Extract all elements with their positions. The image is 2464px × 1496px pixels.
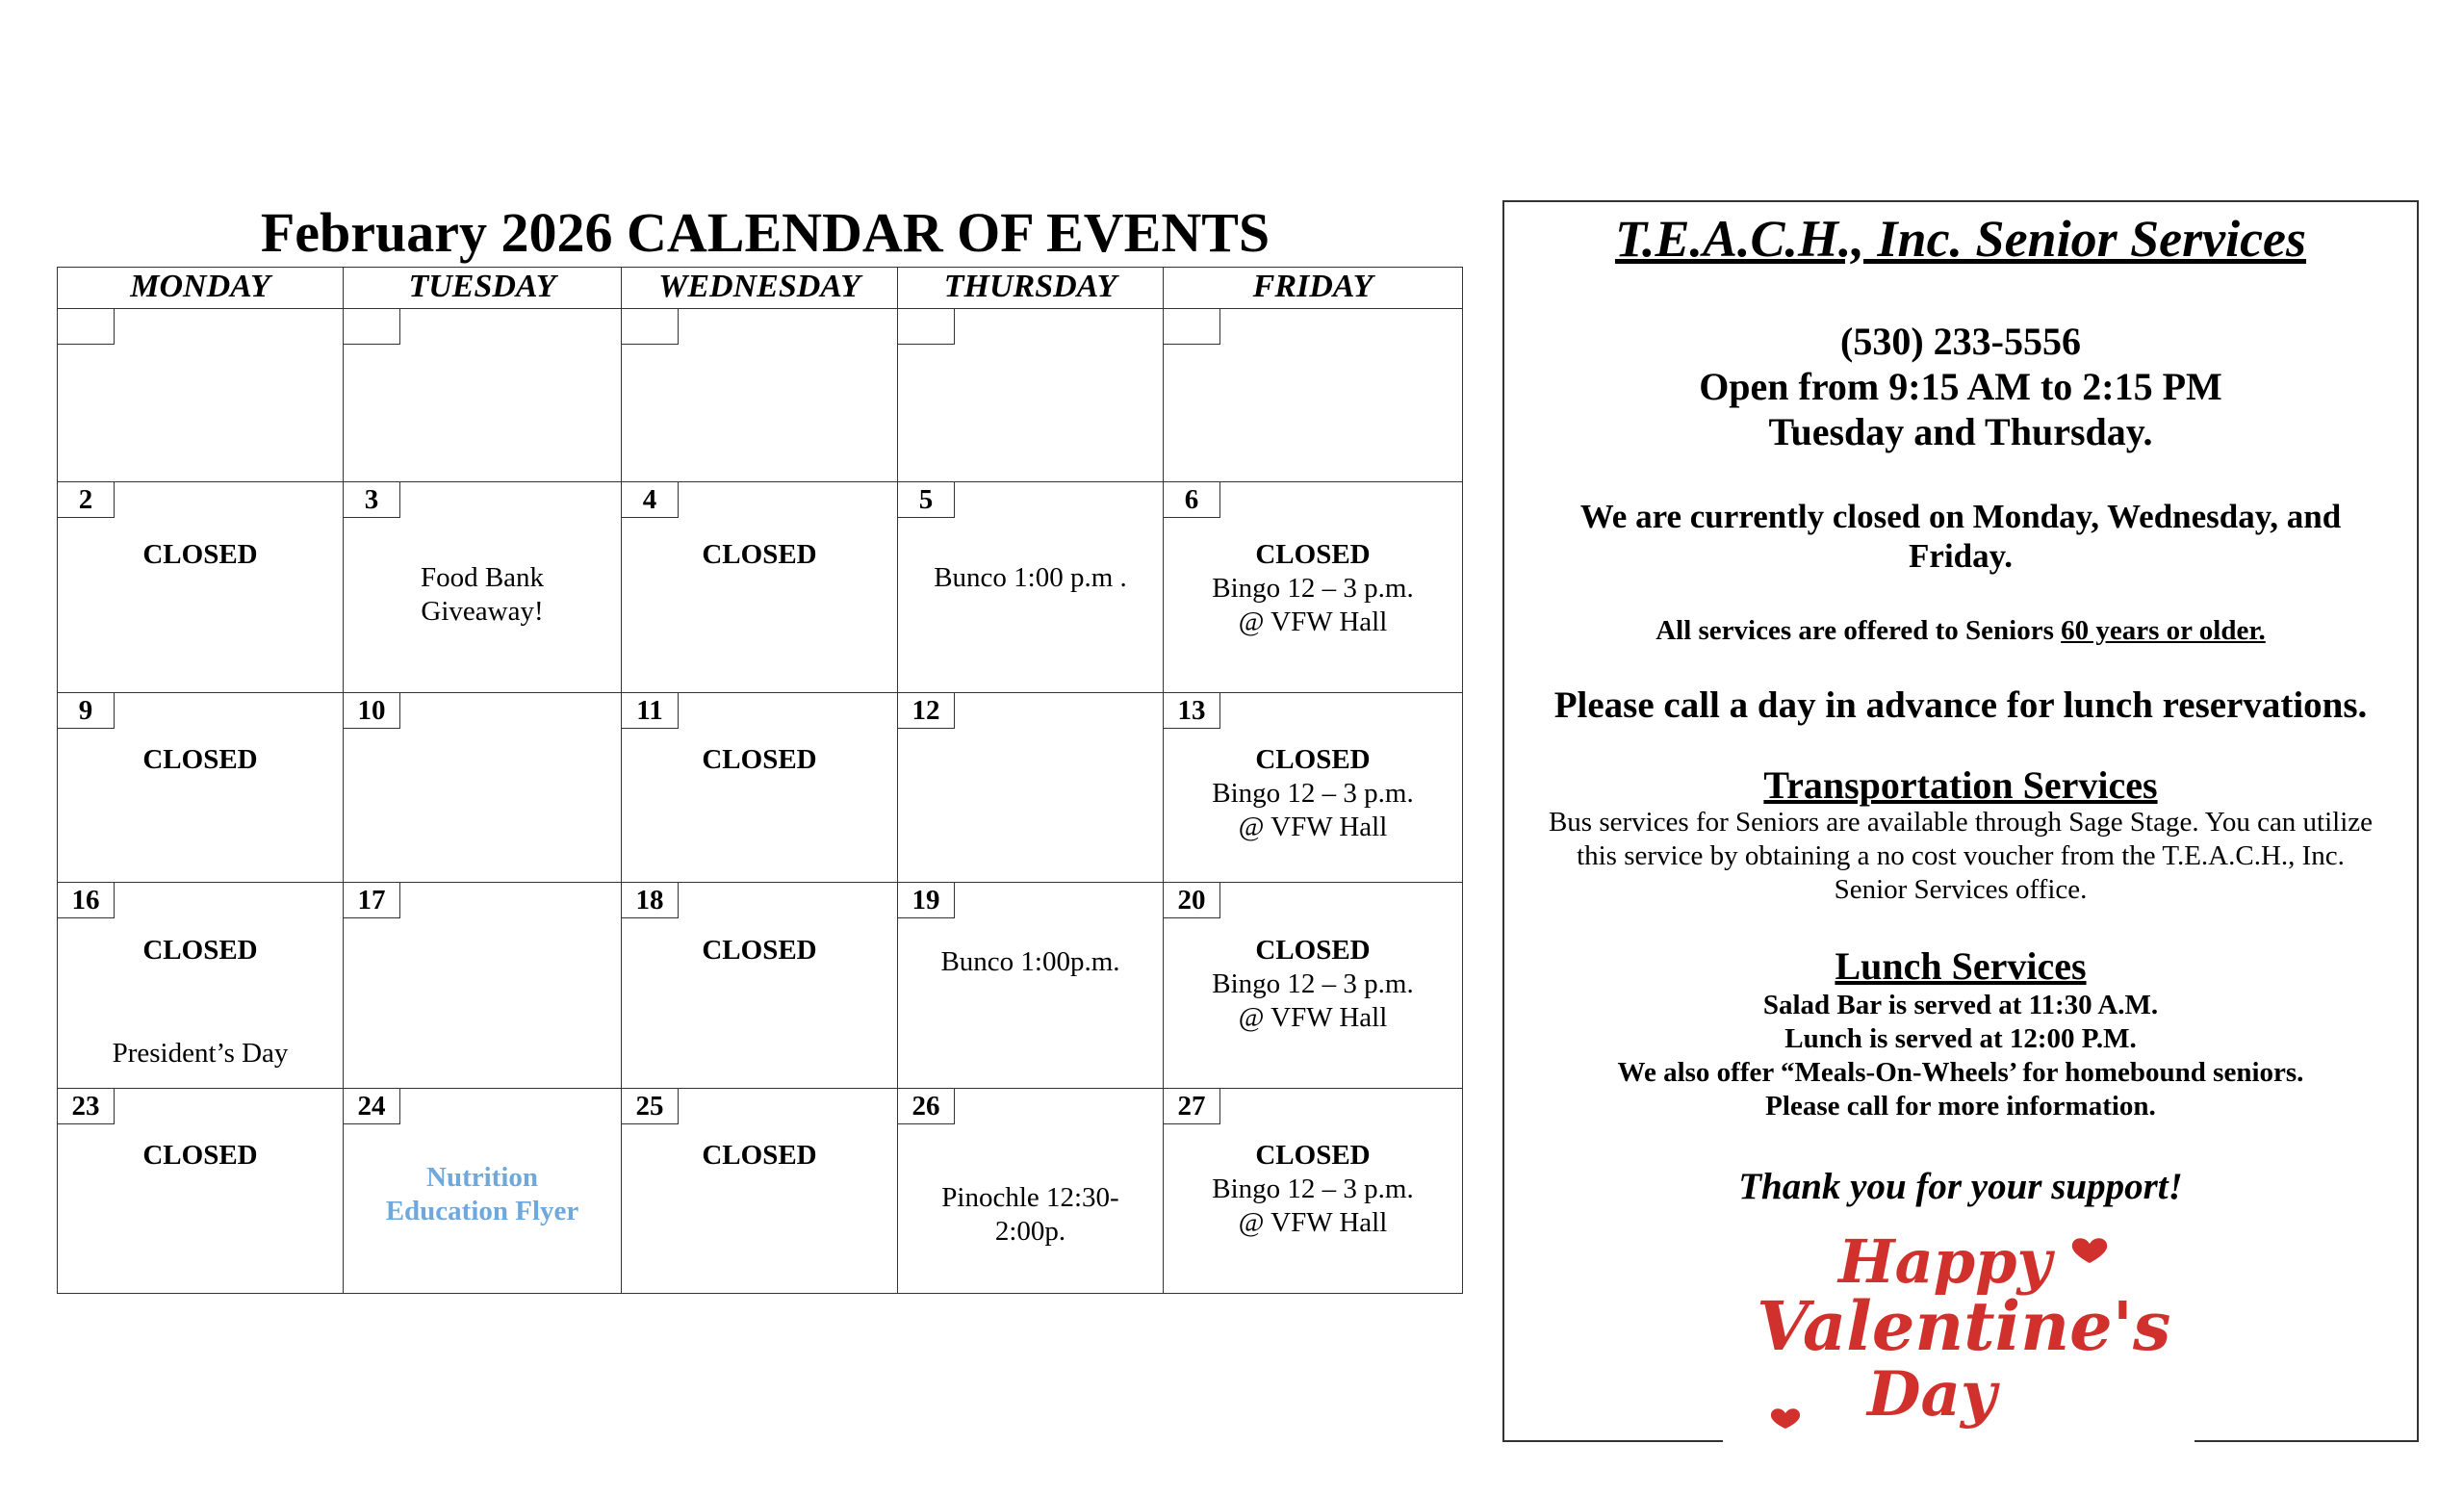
- day-number: 10: [344, 693, 400, 729]
- day-number: 2: [58, 482, 115, 518]
- weekday-header: THURSDAY: [898, 268, 1164, 309]
- event-text: @ VFW Hall: [1238, 812, 1388, 842]
- calendar-day-cell: [622, 1089, 898, 1294]
- closed-days-line1: We are currently closed on Monday, Wednesday, and: [1579, 498, 2342, 535]
- logo-text-day: Day: [1867, 1358, 1997, 1431]
- day-number: 3: [344, 482, 400, 518]
- heart-icon: [2072, 1238, 2107, 1263]
- calendar-day-cell: [1164, 693, 1463, 883]
- advance-reservation-note: Please call a day in advance for lunch reservations.: [1553, 684, 2368, 726]
- closed-label: CLOSED: [1255, 539, 1371, 570]
- closed-label: CLOSED: [702, 539, 817, 570]
- day-number: 27: [1164, 1089, 1220, 1124]
- event-text: Bingo 12 – 3 p.m.: [1212, 778, 1414, 809]
- event-text: Bingo 12 – 3 p.m.: [1212, 968, 1414, 999]
- calendar-day-cell: [344, 309, 622, 482]
- transportation-text: Bus services for Seniors are available through Sage Stage. You can utilize: [1548, 807, 2374, 838]
- transportation-text: this service by obtaining a no cost voucher from the T.E.A.C.H., Inc.: [1577, 840, 2345, 871]
- calendar-grid: [57, 267, 1463, 1294]
- day-number: 25: [622, 1089, 679, 1124]
- calendar-day-cell: [58, 482, 344, 693]
- age-eligibility-text: All services are offered to Seniors: [1656, 615, 2062, 646]
- calendar-day-cell: [58, 309, 344, 482]
- lunch-text: Please call for more information.: [1765, 1091, 2156, 1122]
- day-number: 17: [344, 883, 400, 918]
- event-text: @ VFW Hall: [1238, 1207, 1388, 1238]
- age-eligibility: [1504, 614, 2417, 648]
- day-number: [1164, 309, 1220, 345]
- calendar-week-row: [58, 1089, 1463, 1294]
- calendar-week-row: [58, 482, 1463, 693]
- event-text: President’s Day: [112, 1038, 289, 1069]
- weekday-header: TUESDAY: [344, 268, 622, 309]
- event-text: @ VFW Hall: [1238, 606, 1388, 637]
- closed-label: CLOSED: [702, 1140, 817, 1171]
- closed-label: CLOSED: [1255, 1140, 1371, 1171]
- thank-you-message: Thank you for your support!: [1738, 1166, 2183, 1207]
- calendar-day-cell: [344, 883, 622, 1089]
- valentines-day-logo: [1747, 1223, 2170, 1434]
- event-text: 2:00p.: [994, 1216, 1066, 1247]
- day-number: [344, 309, 400, 345]
- day-number: 4: [622, 482, 679, 518]
- calendar-day-cell: [1164, 482, 1463, 693]
- panel-border-gap: [1723, 1434, 2194, 1450]
- day-number: 13: [1164, 693, 1220, 729]
- weekday-header-row: [58, 268, 1463, 309]
- transportation-heading: Transportation Services: [1763, 763, 2158, 807]
- calendar-week-row: [58, 883, 1463, 1089]
- calendar-day-cell: [1164, 309, 1463, 482]
- calendar-day-cell: [898, 883, 1164, 1089]
- event-text: Food Bank: [420, 562, 545, 593]
- weekday-header: FRIDAY: [1164, 268, 1463, 309]
- day-number: [622, 309, 679, 345]
- nutrition-flyer-link[interactable]: Nutrition: [426, 1162, 538, 1193]
- closed-label: CLOSED: [142, 935, 258, 966]
- calendar-day-cell: [1164, 1089, 1463, 1294]
- event-text: Bingo 12 – 3 p.m.: [1212, 1174, 1414, 1204]
- event-text: Bunco 1:00p.m.: [940, 946, 1120, 977]
- calendar-week-row: [58, 693, 1463, 883]
- closed-label: CLOSED: [702, 935, 817, 966]
- closed-label: CLOSED: [1255, 935, 1371, 966]
- event-text: Bingo 12 – 3 p.m.: [1212, 573, 1414, 604]
- closed-label: CLOSED: [142, 1140, 258, 1171]
- closed-label: CLOSED: [1255, 744, 1371, 775]
- logo-text-valentines: Valentine's: [1757, 1286, 2170, 1366]
- event-text: @ VFW Hall: [1238, 1002, 1388, 1033]
- calendar-day-cell: [622, 482, 898, 693]
- event-text: Bunco 1:00 p.m .: [934, 562, 1127, 593]
- calendar-day-cell: [622, 309, 898, 482]
- lunch-heading: Lunch Services: [1835, 944, 2087, 988]
- calendar-day-cell: [58, 1089, 344, 1294]
- calendar-title: February 2026 CALENDAR OF EVENTS: [260, 201, 1270, 264]
- day-number: 12: [898, 693, 955, 729]
- weekday-header: MONDAY: [58, 268, 344, 309]
- lunch-text: We also offer “Meals-On-Wheels’ for homebound seniors.: [1617, 1057, 2304, 1088]
- calendar-day-cell: [344, 1089, 622, 1294]
- day-number: 26: [898, 1089, 955, 1124]
- closed-days-line2: Friday.: [1909, 537, 2013, 575]
- closed-label: CLOSED: [142, 539, 258, 570]
- logo-text-happy: Happy: [1838, 1226, 2052, 1297]
- weekday-header: WEDNESDAY: [622, 268, 898, 309]
- lunch-text: Lunch is served at 12:00 P.M.: [1784, 1023, 2137, 1054]
- event-text: Giveaway!: [421, 596, 544, 627]
- calendar-day-cell: [344, 482, 622, 693]
- day-number: 16: [58, 883, 115, 918]
- day-number: 11: [622, 693, 679, 729]
- closed-label: CLOSED: [702, 744, 817, 775]
- day-number: 18: [622, 883, 679, 918]
- closed-label: CLOSED: [142, 744, 258, 775]
- day-number: 6: [1164, 482, 1220, 518]
- calendar-week-row: [58, 309, 1463, 482]
- day-number: 20: [1164, 883, 1220, 918]
- calendar-day-cell: [58, 693, 344, 883]
- day-number: 23: [58, 1089, 115, 1124]
- calendar-day-cell: [898, 309, 1164, 482]
- calendar-day-cell: [898, 693, 1164, 883]
- day-number: 9: [58, 693, 115, 729]
- opening-days: Tuesday and Thursday.: [1768, 410, 2153, 453]
- calendar-day-cell: [898, 1089, 1164, 1294]
- opening-hours: Open from 9:15 AM to 2:15 PM: [1699, 365, 2222, 408]
- day-number: 24: [344, 1089, 400, 1124]
- calendar-day-cell: [622, 693, 898, 883]
- lunch-text: Salad Bar is served at 11:30 A.M.: [1762, 990, 2159, 1020]
- day-number: [58, 309, 115, 345]
- phone-number: (530) 233-5556: [1840, 320, 2081, 363]
- calendar-day-cell: [898, 482, 1164, 693]
- age-eligibility-underlined: 60 years or older.: [2061, 615, 2266, 646]
- calendar-day-cell: [344, 693, 622, 883]
- day-number: [898, 309, 955, 345]
- calendar-day-cell: [58, 883, 344, 1089]
- calendar-day-cell: [1164, 883, 1463, 1089]
- day-number: 19: [898, 883, 955, 918]
- transportation-text: Senior Services office.: [1834, 874, 2088, 905]
- panel-title: T.E.A.C.H., Inc. Senior Services: [1614, 210, 2307, 268]
- nutrition-flyer-link[interactable]: Education Flyer: [385, 1196, 579, 1226]
- day-number: 5: [898, 482, 955, 518]
- heart-icon: [1771, 1408, 1800, 1429]
- calendar-day-cell: [622, 883, 898, 1089]
- event-text: Pinochle 12:30-: [941, 1182, 1119, 1213]
